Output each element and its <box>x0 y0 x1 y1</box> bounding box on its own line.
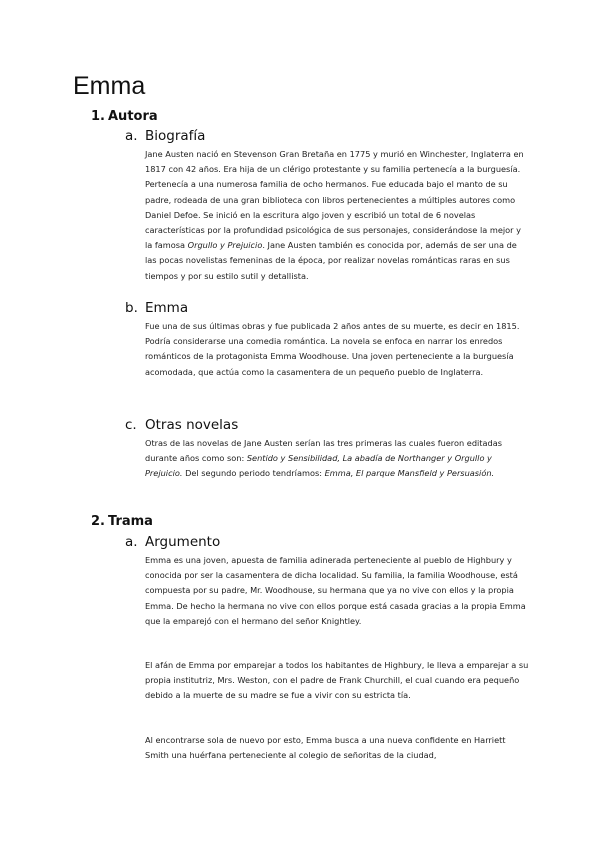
subsection-number: a. <box>125 534 138 550</box>
italic-title: Sentido y Sensibilidad, La abadía de Northanger y Orgullo y Prejuicio. <box>145 453 492 479</box>
italic-title: Orgullo y Prejuicio <box>187 240 263 251</box>
paragraph-argumento-1: Emma es una joven, apuesta de familia adinerada perteneciente al pueblo de Highbury y conocida por ser la casamentera de dicha localidad. Su familia, la familia Woodhouse, está compuesta por su padre, Mr. Woodhouse, su hermana que ya no vive con ellos y la propia Emma. De hecho la hermana no vive con ellos porque está casada gracias a la propia Emma que la emparejó con el hermano del señor Knightley. <box>145 555 526 626</box>
subsection-number: c. <box>125 417 137 433</box>
subsection-heading-text: Otras novelas <box>145 417 239 433</box>
section-number: 2. <box>91 514 105 529</box>
paragraph-emma: Fue una de sus últimas obras y fue publicada 2 años antes de su muerte, es decir en 1815. Podría considerarse una comedia romántica. La novela se enfoca en narrar los enredos románticos de la protagonista Emma Woodhouse. Una joven perteneciente a la burguesía acomodada, que actúa como la casamentera de un pequeño pueblo de Inglaterra. <box>145 321 520 377</box>
subsection-heading-text: Biografía <box>145 128 206 144</box>
section-heading-text: Trama <box>108 514 153 529</box>
paragraph-argumento-2: El afán de Emma por emparejar a todos los habitantes de Highbury, le lleva a emparejar a su propia institutriz, Mrs. Weston, con el padre de Frank Churchill, el cual cuando era pequeño debido a la muerte de su madre se fue a vivir con su estricta tía. <box>145 660 529 701</box>
section-heading-text: Autora <box>108 109 158 124</box>
section-number: 1. <box>91 109 105 124</box>
subsection-heading-argumento <box>125 534 220 551</box>
paragraph-otras-novelas <box>145 436 530 482</box>
subsection-number: a. <box>125 128 138 144</box>
subsection-number: b. <box>125 300 138 316</box>
paragraph-text: Otras de las novelas de Jane Austen serían las tres primeras las cuales fueron editadas durante años como son: <box>145 438 503 464</box>
section-heading-trama <box>91 514 153 530</box>
paragraph-biografia <box>145 147 530 284</box>
subsection-heading-biografia <box>125 128 205 145</box>
subsection-heading-text: Emma <box>145 300 189 316</box>
italic-title: Emma, El parque Mansfield y Persuasión. <box>324 468 495 479</box>
paragraph-text: Del segundo periodo tendríamos: <box>182 468 325 479</box>
paragraph-argumento-3: Al encontrarse sola de nuevo por esto, Emma busca a una nueva confidente en Harriett Smith una huérfana perteneciente al colegio de señoritas de la ciudad, <box>145 735 506 761</box>
paragraph-text: Jane Austen nació en Stevenson Gran Bretaña en 1775 y murió en Winchester, Inglaterra en 1817 con 42 años. Era hija de un clérigo protestante y su familia pertenecía a la burguesía. Pertenecía a una numerosa familia de ocho hermanos. Fue educada bajo el manto de su padre, rodeada de una gran biblioteca con libros pertenecientes a múltiples autores como Daniel Defoe. Se inició en la escritura algo joven y escribió un total de 6 novelas características por la profundidad psicológica de sus personajes, considerándose la mejor y la famosa <box>145 149 524 251</box>
document-title: Emma <box>73 72 146 100</box>
subsection-heading-otras-novelas <box>125 417 238 434</box>
section-heading-autora <box>91 109 158 125</box>
subsection-heading-text: Argumento <box>145 534 221 550</box>
subsection-heading-emma <box>125 300 188 317</box>
paragraph-text: . Jane Austen también es conocida por, además de ser una de las pocas novelistas femeninas de la época, por realizar novelas románticas raras en sus tiempos y por su estilo sutil y detallista. <box>145 240 517 281</box>
